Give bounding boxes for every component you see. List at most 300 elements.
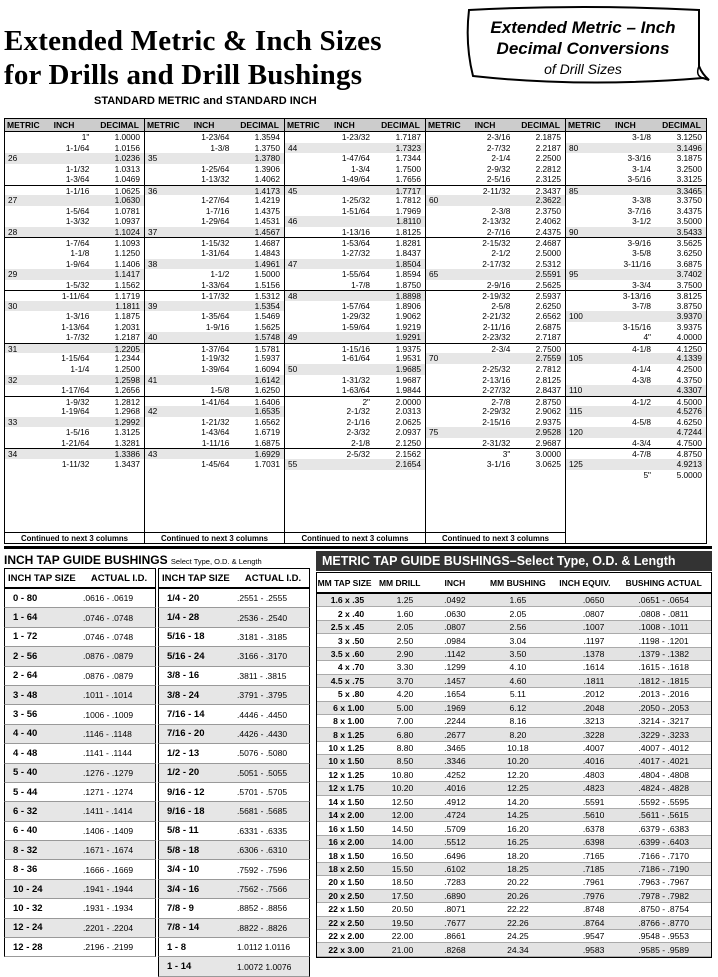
conversion-row: [5, 459, 144, 470]
inch-value: 4": [643, 332, 651, 343]
actual-id: .1141 - .1144: [83, 748, 132, 759]
conversion-row: [145, 280, 284, 291]
table-cell: 22 x 2.50: [328, 917, 365, 928]
actual-id: .3811 - .3815: [237, 670, 287, 681]
conversion-row: [5, 259, 144, 270]
inch-value: 2-3/32: [346, 427, 370, 438]
table-row: [4, 880, 156, 899]
conversion-row: [5, 206, 144, 217]
table-row: [4, 841, 156, 860]
conversion-row: [426, 195, 565, 206]
table-cell: 12.00: [391, 810, 414, 821]
table-cell: 22 x 1.50: [328, 904, 365, 915]
metric-value: [285, 406, 320, 417]
inch-value: 1-7/8: [351, 279, 370, 290]
metric-value: 39: [148, 300, 158, 311]
metric-value: [426, 238, 461, 248]
metric-value: 31: [8, 343, 18, 354]
tap-size: 1/4 - 20: [167, 592, 200, 604]
conversion-row: [145, 417, 284, 428]
conversion-row: [426, 269, 565, 280]
table-cell: 2 x .40: [337, 608, 365, 619]
decimal-value: 1.2968: [114, 406, 140, 417]
conversion-row: [426, 375, 565, 386]
metric-value: 28: [8, 226, 18, 237]
inch-value: 3-3/16: [627, 153, 651, 164]
table-row: [158, 822, 310, 841]
conversion-row: [285, 332, 425, 343]
decimal-value: 1.9685: [395, 364, 421, 375]
conversion-row: [426, 396, 565, 407]
metric-value: [285, 311, 320, 322]
conversion-row: [566, 227, 706, 238]
table-row: [158, 764, 310, 783]
table-row: [317, 849, 711, 862]
conversion-row: [566, 174, 706, 185]
inch-value: [40, 153, 96, 164]
conversion-row: [285, 237, 425, 248]
header-cell: DECIMAL: [240, 120, 280, 130]
header-cell: INCH: [193, 120, 215, 130]
metric-value: [426, 164, 461, 175]
metric-value: [426, 227, 461, 238]
table-cell: 2.56: [509, 622, 527, 633]
conversion-row: [426, 206, 565, 217]
metric-value: [426, 174, 461, 185]
decimal-value: 3.8125: [676, 291, 702, 302]
decimal-value: 2.5000: [535, 248, 561, 259]
header-cell: INCH: [334, 120, 355, 130]
actual-id: .5681 - .5685: [237, 806, 288, 817]
conversion-row: [566, 311, 706, 322]
metric-value: [566, 259, 601, 270]
decimal-value: 1.9531: [395, 353, 421, 364]
metric-value: [426, 206, 461, 217]
banner-line-2: Decimal Conversions: [496, 39, 670, 58]
table-row: [158, 647, 310, 666]
table-cell: .4804 - .4808: [638, 769, 689, 780]
metric-value: [145, 195, 180, 206]
metric-value: [285, 238, 320, 248]
metric-value: [426, 259, 461, 270]
table-cell: 3.04: [509, 635, 527, 646]
table-cell: .8661: [444, 931, 466, 942]
decimal-value: 1.7187: [395, 132, 421, 142]
metric-value: 42: [148, 406, 158, 417]
inch-value: 3-3/4: [632, 279, 651, 290]
inch-value: 1-33/64: [201, 279, 230, 290]
metric-value: [285, 206, 320, 217]
metric-value: 75: [429, 427, 439, 438]
metric-value: [566, 332, 601, 343]
decimal-value: 1.4531: [254, 216, 280, 227]
tap-size: 1/4 - 28: [167, 612, 200, 624]
decimal-value: 1.4375: [254, 205, 280, 216]
tap-size: 1 - 72: [13, 631, 38, 643]
metric-value: [426, 406, 461, 417]
table-row: [317, 943, 711, 956]
table-cell: .4252: [444, 769, 466, 780]
inch-value: [320, 259, 376, 270]
tap-size: 2 - 56: [13, 650, 38, 662]
metric-value: 48: [288, 291, 298, 302]
metric-value: [285, 427, 320, 438]
table-row: [4, 589, 156, 608]
decimal-value: 1.8437: [395, 248, 421, 259]
conversion-row: [145, 385, 284, 396]
table-cell: .8764: [582, 917, 605, 928]
tap-size: 5/16 - 24: [167, 650, 205, 662]
banner-line-1: Extended Metric – Inch: [490, 18, 676, 37]
decimal-value: 1.5469: [254, 311, 280, 322]
inch-value: 1-59/64: [341, 321, 370, 332]
decimal-value: 1.4219: [254, 195, 280, 206]
tap-size: 8 - 32: [13, 844, 38, 856]
decimal-value: 1.2812: [114, 396, 140, 407]
tap-size: 1/2 - 13: [167, 747, 200, 759]
metric-value: [566, 280, 601, 291]
table-cell: .4823: [582, 783, 605, 794]
decimal-value: 4.3307: [676, 385, 702, 396]
inch-bushings-table-right: [158, 568, 310, 977]
inch-value: [180, 332, 236, 343]
conversion-row: [145, 132, 284, 143]
inch-value: 2-5/8: [491, 300, 511, 311]
table-cell: 16 x 2.00: [328, 837, 365, 848]
conversion-row: [566, 301, 706, 312]
page-title: [4, 24, 464, 92]
conversion-row: [426, 301, 565, 312]
table-cell: .1654: [444, 689, 466, 700]
table-cell: .5591: [582, 796, 605, 807]
conversion-row: [285, 248, 425, 259]
metric-value: [285, 417, 320, 428]
conversion-row: [566, 185, 706, 196]
conversion-row: [285, 385, 425, 396]
decimal-value: 1.5937: [254, 353, 280, 364]
table-cell: 22.22: [507, 904, 529, 915]
table-cell: 20.22: [507, 877, 529, 888]
conversion-row: [145, 227, 284, 238]
tap-size: 12 - 28: [13, 941, 43, 953]
table-cell: 22.00: [391, 931, 414, 942]
table-cell: .0807: [582, 608, 605, 619]
table-cell: 8.16: [509, 716, 527, 727]
metric-value: [566, 397, 601, 407]
table-cell: 8 x 1.00: [333, 716, 365, 727]
inch-value: 2-13/32: [482, 216, 511, 227]
metric-value: [285, 397, 320, 407]
inch-value: [461, 195, 517, 206]
conversion-row: [5, 343, 144, 354]
table-cell: .7165: [582, 850, 605, 861]
decimal-value: 1.4173: [254, 185, 280, 196]
table-cell: 6.80: [396, 729, 414, 740]
inch-value: [180, 186, 236, 196]
decimal-value: 4.7244: [676, 427, 702, 438]
table-row: [158, 744, 310, 763]
inch-value: 2-13/16: [482, 374, 511, 385]
inch-value: 1-9/32: [65, 396, 90, 407]
table-cell: 10.20: [391, 783, 414, 794]
inch-value: [40, 417, 96, 428]
table-cell: .4912: [444, 796, 466, 807]
decimal-value: 2.2187: [535, 142, 561, 153]
inch-value: [180, 449, 236, 459]
tap-size: 12 - 24: [13, 922, 43, 934]
table-cell: 22 x 2.00: [328, 931, 365, 942]
conversion-row: [5, 237, 144, 248]
inch-value: 1-51/64: [341, 205, 370, 216]
conversion-row: [566, 143, 706, 154]
decimal-value: 3.7500: [676, 279, 702, 290]
inch-value: 2-7/16: [486, 226, 511, 237]
inch-value: 1-15/32: [201, 238, 230, 249]
conversion-banner: [463, 4, 711, 90]
inch-value: 2-3/16: [486, 132, 511, 142]
table-cell: 2.05: [396, 622, 414, 633]
tap-size: 1/2 - 20: [167, 767, 200, 779]
table-cell: .6102: [444, 863, 466, 874]
actual-id: .0746 - .0748: [83, 612, 134, 623]
decimal-value: 1.1406: [114, 258, 140, 269]
inch-value: 3-15/16: [622, 321, 651, 332]
tap-size: 5/8 - 11: [167, 825, 199, 837]
conversion-row: [5, 301, 144, 312]
table-cell: 12 x 1.25: [328, 769, 365, 780]
metric-value: 47: [288, 258, 298, 269]
decimal-value: 1.3125: [114, 427, 140, 438]
table-cell: .5611 - .5615: [638, 810, 689, 821]
table-cell: .1007: [582, 622, 605, 633]
metric-value: [5, 280, 40, 291]
decimal-value: 1.1250: [114, 248, 140, 259]
table-row: [317, 661, 711, 674]
actual-id: .1671 - .1674: [83, 845, 134, 856]
conversion-row: [566, 406, 706, 417]
decimal-value: 1.7500: [395, 163, 421, 174]
metric-value: [145, 427, 180, 438]
table-cell: .6398: [582, 837, 605, 848]
header-cell: INCH TAP SIZE: [8, 572, 76, 584]
table-cell: .7166 - .7170: [638, 850, 689, 861]
table-row: [4, 938, 156, 957]
table-cell: 6.12: [509, 702, 527, 713]
inch-value: 1-61/64: [341, 353, 370, 364]
conversion-row: [285, 164, 425, 175]
inch-value: 1-1/2: [210, 269, 230, 280]
decimal-value: 4.3750: [676, 374, 702, 385]
decimal-value: 2.1562: [395, 449, 421, 460]
inch-value: 2-1/8: [351, 437, 370, 448]
decimal-value: 1.9219: [395, 321, 421, 332]
conversion-row: [566, 259, 706, 270]
decimal-value: 4.8750: [676, 449, 702, 460]
table-cell: .8268: [444, 944, 466, 955]
table-cell: 18 x 1.50: [328, 850, 365, 861]
decimal-value: 2.1654: [395, 458, 421, 469]
table-cell: 10 x 1.50: [328, 756, 365, 767]
conversion-row: [426, 459, 565, 470]
inch-value: 1-11/16: [201, 437, 230, 448]
metric-value: [5, 353, 40, 364]
conversion-row: [285, 375, 425, 386]
table-cell: 4 x .70: [337, 662, 365, 673]
decimal-value: 3.3125: [676, 174, 702, 185]
decimal-value: 1.8281: [395, 238, 421, 249]
table-cell: .4016: [444, 783, 466, 794]
metric-value: [145, 344, 180, 354]
conversion-row: [5, 385, 144, 396]
table-row: [158, 608, 310, 627]
table-cell: 4.20: [396, 689, 414, 700]
metric-bushings-table: [316, 572, 712, 958]
decimal-value: 1.4062: [254, 174, 280, 185]
table-row: [158, 938, 310, 957]
table-cell: 8.80: [396, 743, 414, 754]
metric-value: [566, 470, 601, 481]
table-cell: .9585 - .9589: [638, 944, 689, 955]
metric-value: [5, 238, 40, 248]
table-cell: 5.00: [396, 702, 414, 713]
decimal-value: 1.0630: [114, 195, 140, 206]
conversion-row: [426, 248, 565, 259]
metric-value: [145, 364, 180, 375]
table-row: [317, 769, 711, 782]
inch-value: [601, 459, 657, 470]
table-cell: .0650: [582, 595, 605, 606]
inch-value: 2-11/16: [482, 321, 511, 332]
metric-value: 36: [148, 185, 158, 196]
table-row: [158, 957, 310, 976]
conversion-row: [426, 290, 565, 301]
inch-value: 1-9/64: [65, 258, 90, 269]
tap-size: 7/16 - 20: [167, 728, 205, 740]
inch-value: 1-63/64: [341, 385, 370, 396]
decimal-value: 1.7344: [395, 153, 421, 164]
actual-id: .1666 - .1669: [83, 864, 134, 875]
metric-value: 37: [148, 226, 158, 237]
actual-id: .6306 - .6310: [237, 845, 288, 856]
table-cell: .1811: [583, 675, 605, 686]
inch-value: 2-23/32: [482, 332, 511, 343]
inch-value: 1-39/64: [201, 364, 230, 375]
decimal-value: 1.2205: [114, 343, 140, 354]
tap-size: 0 - 80: [13, 592, 38, 604]
conversion-row: [5, 153, 144, 164]
header-cell: INCH EQUIV.: [559, 577, 611, 588]
metric-value: [145, 269, 180, 280]
decimal-value: 1.4961: [254, 258, 280, 269]
conversion-row: [566, 269, 706, 280]
decimal-value: 1.2187: [114, 332, 140, 343]
inch-value: [180, 301, 236, 312]
decimal-value: 2.0625: [395, 416, 421, 427]
conversion-row: [145, 364, 284, 375]
table-cell: 18.25: [507, 863, 529, 874]
inch-value: 1-7/64: [65, 238, 90, 249]
table-row: [4, 919, 156, 938]
decimal-value: 2.4062: [535, 216, 561, 227]
header-cell: INCH: [444, 577, 466, 588]
conversion-row: [5, 364, 144, 375]
conversion-row: [285, 396, 425, 407]
tap-size: 8 - 36: [13, 864, 38, 876]
metric-value: [426, 364, 461, 375]
conversion-row: [285, 227, 425, 238]
decimal-value: 2.5591: [535, 269, 561, 280]
conversion-row: [5, 332, 144, 343]
table-cell: .1379 - .1382: [638, 648, 689, 659]
metric-value: [426, 459, 461, 470]
actual-id: .7562 - .7566: [237, 884, 288, 895]
conversion-row: [426, 343, 565, 354]
metric-value: [5, 174, 40, 185]
metric-value: [5, 427, 40, 438]
table-cell: .0651 - .0654: [638, 595, 689, 606]
table-row: [317, 742, 711, 755]
metric-value: [566, 195, 601, 206]
decimal-value: 2.6250: [535, 300, 561, 311]
inch-value: 1-13/64: [61, 321, 90, 332]
metric-value: [285, 248, 320, 259]
table-row: [317, 634, 711, 647]
inch-value: 1-1/8: [70, 248, 90, 259]
decimal-value: 3.9370: [676, 311, 702, 322]
conversion-row: [426, 216, 565, 227]
conversion-row: [285, 290, 425, 301]
actual-id: .1406 - .1409: [83, 825, 134, 836]
header-cell: METRIC: [428, 120, 461, 130]
decimal-value: 3.5433: [676, 226, 702, 237]
conversion-row: [5, 164, 144, 175]
decimal-value: 1.5312: [254, 291, 280, 302]
table-cell: 10 x 1.25: [328, 743, 365, 754]
table-cell: .7963 - .7967: [638, 877, 689, 888]
metric-value: 120: [569, 427, 583, 438]
metric-value: 44: [288, 142, 298, 153]
conversion-header: [145, 119, 284, 132]
table-cell: 22 x 3.00: [328, 944, 365, 955]
inch-value: 3-1/8: [632, 132, 651, 142]
decimal-value: 2.8750: [535, 396, 561, 407]
decimal-value: 1.3386: [114, 449, 140, 460]
table-cell: .7283: [444, 877, 466, 888]
table-row: [317, 890, 711, 903]
table-cell: 1.60: [396, 608, 414, 619]
actual-id: .1006 - .1009: [83, 709, 134, 720]
decimal-value: 1.8125: [395, 226, 421, 237]
inch-value: 3-1/2: [632, 216, 651, 227]
conversion-row: [5, 427, 144, 438]
inch-value: 1-35/64: [201, 311, 230, 322]
decimal-value: 2.9375: [535, 416, 561, 427]
inch-value: [320, 459, 376, 470]
continued-note: Continued to next 3 columns: [426, 532, 565, 543]
table-cell: .1198 - .1201: [638, 635, 689, 646]
metric-value: [566, 248, 601, 259]
metric-value: 46: [288, 216, 298, 227]
metric-value: [5, 259, 40, 270]
actual-id: .3181 - .3185: [237, 631, 288, 642]
table-row: [158, 880, 310, 899]
inch-value: 4-3/4: [632, 437, 651, 448]
decimal-value: 1.0625: [114, 185, 140, 196]
inch-value: [601, 186, 657, 196]
table-cell: .6890: [444, 890, 466, 901]
table-cell: .4803: [582, 769, 605, 780]
metric-value: 29: [8, 269, 18, 280]
